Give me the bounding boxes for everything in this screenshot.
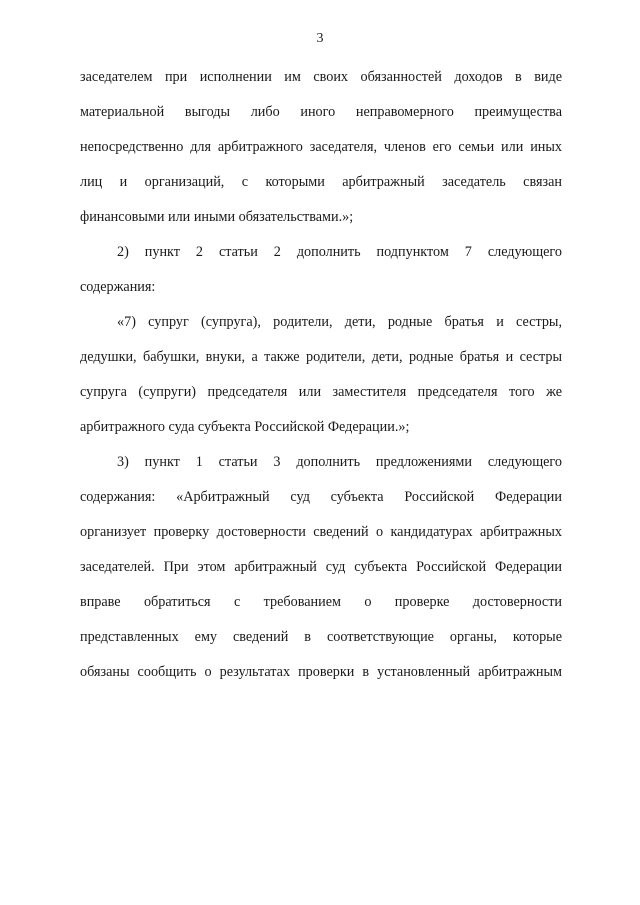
text-line: организует проверку достоверности сведений о кандидатурах арбитражных [80, 524, 562, 540]
text-line: представленных ему сведений в соответствующие органы, которые [80, 629, 562, 645]
text-line: обязаны сообщить о результатах проверки в установленный арбитражным [80, 664, 562, 680]
text-line: заседателем при исполнении им своих обязанностей доходов в виде [80, 69, 562, 85]
text-line: заседателей. При этом арбитражный суд субъекта Российской Федерации [80, 559, 562, 575]
text-line: супруга (супруги) председателя или заместителя председателя того же [80, 384, 562, 400]
text-line: вправе обратиться с требованием о проверке достоверности [80, 594, 562, 610]
text-line: материальной выгоды либо иного неправомерного преимущества [80, 104, 562, 120]
text-line: 3) пункт 1 статьи 3 дополнить предложениями следующего [117, 454, 562, 470]
text-line: финансовыми или иными обязательствами.»; [80, 209, 354, 225]
text-line: «7) супруг (супруга), родители, дети, родные братья и сестры, [117, 314, 562, 330]
text-line: дедушки, бабушки, внуки, а также родители, дети, родные братья и сестры [80, 349, 562, 365]
page-number: 3 [316, 31, 324, 46]
text-line: 2) пункт 2 статьи 2 дополнить подпунктом 7 следующего [117, 244, 562, 260]
text-line: арбитражного суда субъекта Российской Федерации.»; [80, 419, 410, 435]
text-line: непосредственно для арбитражного заседателя, членов его семьи или иных [80, 139, 562, 155]
text-line: содержания: «Арбитражный суд субъекта Российской Федерации [80, 489, 562, 505]
text-line: содержания: [80, 279, 156, 295]
text-line: лиц и организаций, с которыми арбитражный заседатель связан [80, 174, 562, 190]
